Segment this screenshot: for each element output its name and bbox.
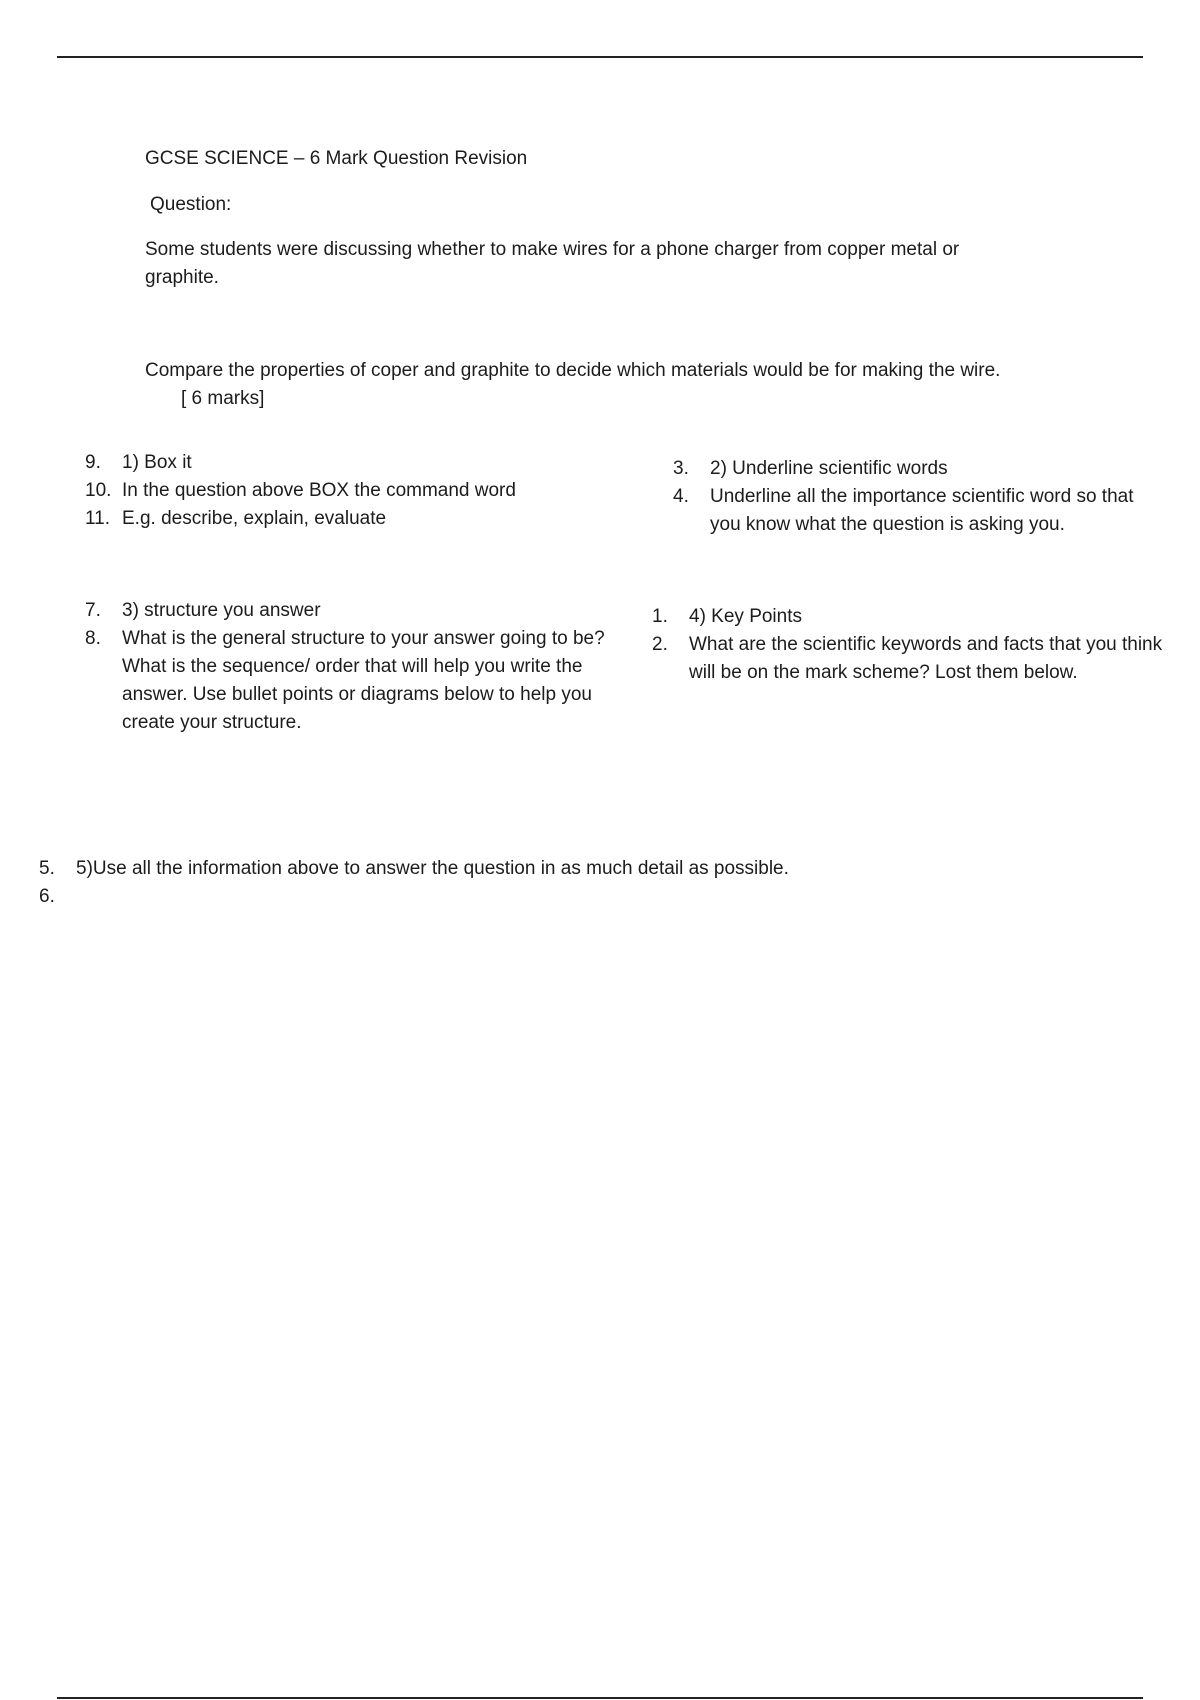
list-item-text: 1) Box it (122, 452, 192, 473)
list-item (673, 483, 1153, 539)
list-item (85, 625, 605, 737)
marks-label: [ 6 marks] (181, 388, 265, 409)
list-item (652, 603, 1172, 631)
list-item-text: 4) Key Points (689, 606, 802, 627)
footer-rule (57, 1697, 1143, 1699)
list-item-text: E.g. describe, explain, evaluate (122, 508, 387, 529)
list-item (85, 449, 605, 477)
page-title: GCSE SCIENCE – 6 Mark Question Revision (145, 148, 528, 169)
list-item-text: 3) structure you answer (122, 600, 321, 621)
list-item (652, 631, 1172, 687)
question-text: Some students were discussing whether to make wires for a phone charger from copper metal or graphite. (145, 239, 960, 288)
list-number: 6. (39, 886, 55, 907)
header-rule (57, 56, 1143, 58)
list-number: 8. (85, 628, 101, 649)
list-item (85, 505, 605, 533)
list-number: 2. (652, 634, 668, 655)
list-number: 5. (39, 858, 55, 879)
list-number: 1. (652, 606, 668, 627)
list-item (673, 455, 1153, 483)
box-it-list (85, 449, 605, 533)
list-number: 9. (85, 452, 101, 473)
question-label: Question: (150, 194, 232, 215)
structure-list (85, 597, 605, 737)
list-item-text: In the question above BOX the command word (122, 480, 516, 501)
key-points-list (652, 603, 1172, 687)
list-number: 11. (85, 508, 111, 529)
list-item (85, 597, 605, 625)
list-item-text: What is the general structure to your answer going to be? What is the sequence/ order that will help you write the answer. Use bullet points or diagrams below to help you create your structure. (122, 628, 605, 733)
list-number: 10. (85, 480, 112, 501)
question-compare-paragraph (145, 357, 1035, 413)
list-item (39, 855, 1139, 883)
underline-list (673, 455, 1153, 539)
list-item-text: Underline all the importance scientific word so that you know what the question is asking you. (710, 486, 1134, 535)
list-number: 4. (673, 486, 689, 507)
list-item-text: 5)Use all the information above to answer the question in as much detail as possible. (76, 858, 789, 879)
compare-text: Compare the properties of coper and graphite to decide which materials would be for making the wire. (145, 360, 1001, 381)
list-number: 3. (673, 458, 689, 479)
answer-list (39, 855, 1139, 907)
list-item-text: What are the scientific keywords and facts that you think will be on the mark scheme? Lost them below. (689, 634, 1163, 683)
list-item (85, 477, 605, 505)
list-number: 7. (85, 600, 101, 621)
list-item-text: 2) Underline scientific words (710, 458, 948, 479)
